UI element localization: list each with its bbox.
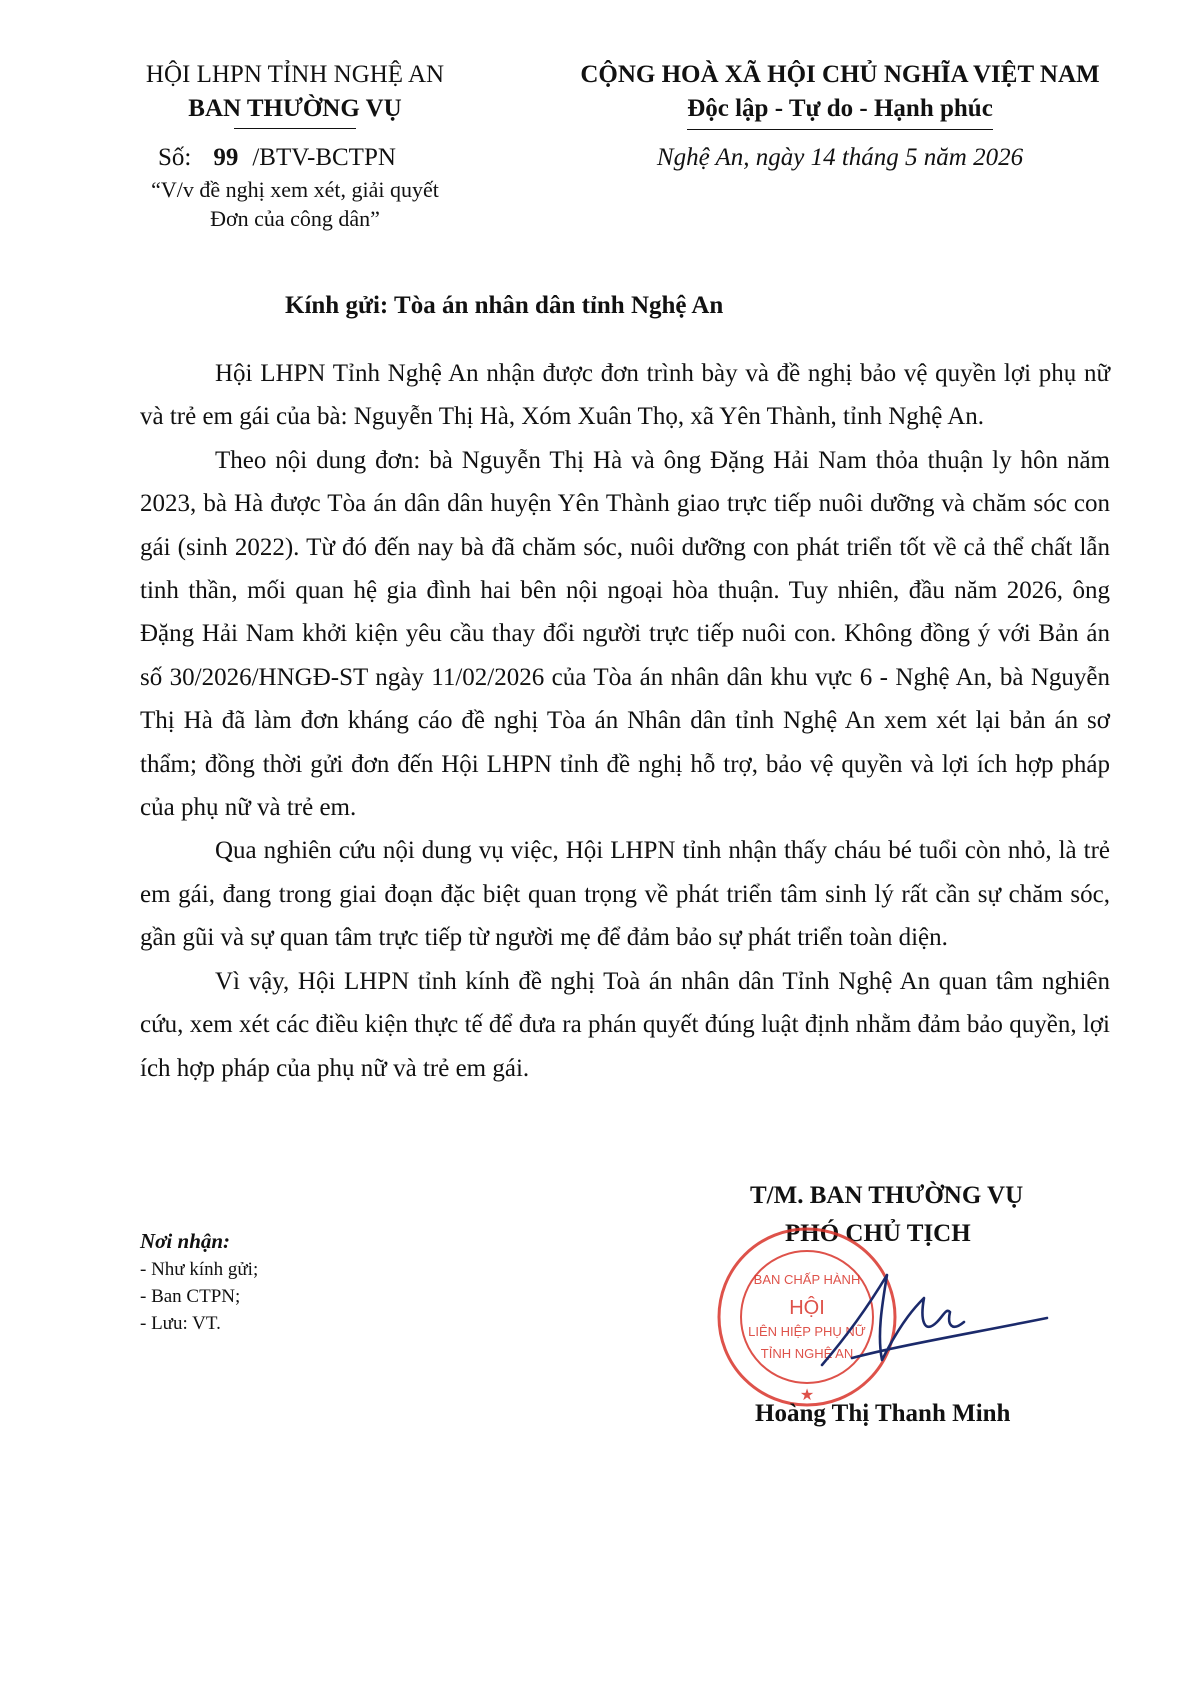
signature-role: PHÓ CHỦ TỊCH [785, 1220, 971, 1247]
number-label: Số: [158, 144, 192, 171]
seal-line-4: TỈNH NGHỆ AN [760, 1346, 854, 1361]
issuer-header [120, 58, 470, 126]
recipient-line: Kính gửi: Tòa án nhân dân tỉnh Nghệ An [285, 292, 724, 319]
country-name: CỘNG HOÀ XÃ HỘI CHỦ NGHĨA VIỆT NAM [580, 61, 1100, 88]
department-name: BAN THƯỜNG VỤ [188, 92, 401, 126]
recipient-item: - Ban CTPN; [140, 1286, 241, 1307]
handwritten-signature [812, 1260, 1052, 1380]
body-paragraph-3: Qua nghiên cứu nội dung vụ việc, Hội LHPN tỉnh nhận thấy cháu bé tuổi còn nhỏ, là trẻ em gái, đang trong giai đoạn đặc biệt quan trọng về phát triển tâm sinh lý rất cần sự chăm sóc, gần gũi và sự quan tâm trực tiếp từ người mẹ để đảm bảo sự phát triển toàn diện. [140, 837, 1110, 952]
seal-line-2: HỘI [789, 1297, 825, 1319]
organization-name: HỘI LHPN TỈNH NGHỆ AN [145, 61, 445, 88]
recipient-item: - Như kính gửi; [140, 1259, 259, 1280]
recipient-item: - Lưu: VT. [140, 1313, 221, 1334]
document-subject [120, 175, 470, 233]
signature-title: T/M. BAN THƯỜNG VỤ [750, 1182, 1024, 1209]
subject-line-2: Đơn của công dân” [210, 206, 380, 231]
national-motto: Độc lập - Tự do - Hạnh phúc [687, 92, 993, 126]
seal-line-3: LIÊN HIỆP PHỤ NỮ [748, 1324, 866, 1339]
recipients-list [140, 1256, 258, 1337]
number-value: 99 [213, 144, 239, 171]
seal-line-1: BAN CHẤP HÀNH [753, 1272, 861, 1287]
document-number [158, 144, 396, 172]
date-line: Nghệ An, ngày 14 tháng 5 năm 2026 [656, 144, 1024, 171]
seal-star: ★ [799, 1387, 815, 1404]
national-header [555, 58, 1125, 126]
body-paragraph-4: Vì vậy, Hội LHPN tỉnh kính đề nghị Toà án nhân dân Tỉnh Nghệ An quan tâm nghiên cứu, xem xét các điều kiện thực tế để đưa ra phán quyết đúng luật định nhằm đảm bảo quyền, lợi ích hợp pháp của phụ nữ và trẻ em gái. [140, 967, 1110, 1082]
number-suffix: /BTV-BCTPN [252, 144, 396, 171]
signer-name: Hoàng Thị Thanh Minh [755, 1400, 1011, 1427]
body-paragraph-1: Hội LHPN Tỉnh Nghệ An nhận được đơn trình bày và đề nghị bảo vệ quyền lợi phụ nữ và trẻ em gái của bà: Nguyễn Thị Hà, Xóm Xuân Thọ, xã Yên Thành, tỉnh Nghệ An. [140, 360, 1110, 431]
letter-body [140, 352, 1110, 1090]
body-paragraph-2: Theo nội dung đơn: bà Nguyễn Thị Hà và ông Đặng Hải Nam thỏa thuận ly hôn năm 2023, bà Hà được Tòa án dân dân huyện Yên Thành giao trực tiếp nuôi dưỡng và chăm sóc con gái (sinh 2022). Từ đó đến nay bà đã chăm sóc, nuôi dưỡng con phát triển tốt về cả thể chất lẫn tinh thần, mối quan hệ gia đình hai bên nội ngoại hòa thuận. Tuy nhiên, đầu năm 2026, ông Đặng Hải Nam khởi kiện yêu cầu thay đổi người trực tiếp nuôi con. Không đồng ý với Bản án số 30/2026/HNGĐ-ST ngày 11/02/2026 của Tòa án nhân dân khu vực 6 - Nghệ An, bà Nguyễn Thị Hà đã làm đơn kháng cáo đề nghị Tòa án Nhân dân tỉnh Nghệ An xem xét lại bản án sơ thẩm; đồng thời gửi đơn đến Hội LHPN tỉnh đề nghị hỗ trợ, bảo vệ quyền và lợi ích hợp pháp của phụ nữ và trẻ em. [140, 446, 1110, 822]
subject-line-1: “V/v đề nghị xem xét, giải quyết [151, 177, 439, 202]
recipients-title: Nơi nhận: [140, 1229, 231, 1253]
